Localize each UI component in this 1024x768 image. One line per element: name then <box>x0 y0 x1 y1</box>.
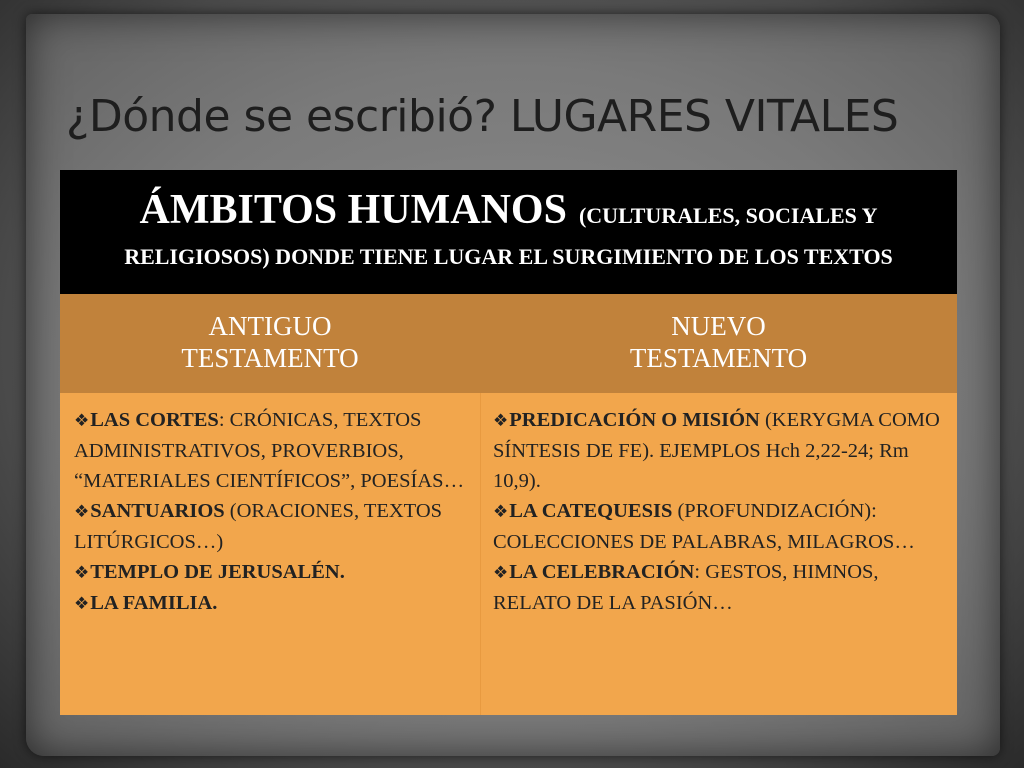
column-body-nuevo <box>480 393 957 715</box>
list-item: ❖LAS CORTES: CRÓNICAS, TEXTOS ADMINISTRATIVOS, PROVERBIOS, “MATERIALES CIENTÍFICOS”, POESÍAS… <box>74 409 465 492</box>
header-main: ÁMBITOS HUMANOS <box>139 187 567 233</box>
diamond-bullet-icon: ❖ <box>493 502 509 521</box>
header-sub-1: (CULTURALES, SOCIALES Y <box>578 203 878 228</box>
list-item: ❖SANTUARIOS (ORACIONES, TEXTOS LITÚRGICOS…) <box>74 500 443 553</box>
page-title: ¿Dónde se escribió? LUGARES VITALES <box>66 91 899 142</box>
diamond-bullet-icon: ❖ <box>493 411 509 430</box>
column-header-nuevo: NUEVO TESTAMENTO <box>480 294 957 393</box>
list-item: ❖PREDICACIÓN O MISIÓN (KERYGMA COMO SÍNTESIS DE FE). EJEMPLOS Hch 2,22-24; Rm 10,9). <box>493 409 940 492</box>
diamond-bullet-icon: ❖ <box>74 563 90 582</box>
list-item: ❖LA FAMILIA. <box>74 592 218 614</box>
diamond-bullet-icon: ❖ <box>74 594 90 613</box>
diamond-bullet-icon: ❖ <box>74 502 90 521</box>
diamond-bullet-icon: ❖ <box>74 411 90 430</box>
table-header <box>60 170 957 294</box>
list-item: ❖LA CELEBRACIÓN: GESTOS, HIMNOS, RELATO DE LA PASIÓN… <box>493 561 879 614</box>
column-header-antiguo: ANTIGUO TESTAMENTO <box>60 294 480 393</box>
diamond-bullet-icon: ❖ <box>493 563 509 582</box>
content-table <box>60 170 957 715</box>
header-sub-2: RELIGIOSOS) DONDE TIENE LUGAR EL SURGIMIENTO DE LOS TEXTOS <box>124 244 893 269</box>
column-body-antiguo <box>60 393 480 715</box>
list-item: ❖LA CATEQUESIS (PROFUNDIZACIÓN): COLECCIONES DE PALABRAS, MILAGROS… <box>493 500 915 553</box>
list-item: ❖TEMPLO DE JERUSALÉN. <box>74 561 345 583</box>
